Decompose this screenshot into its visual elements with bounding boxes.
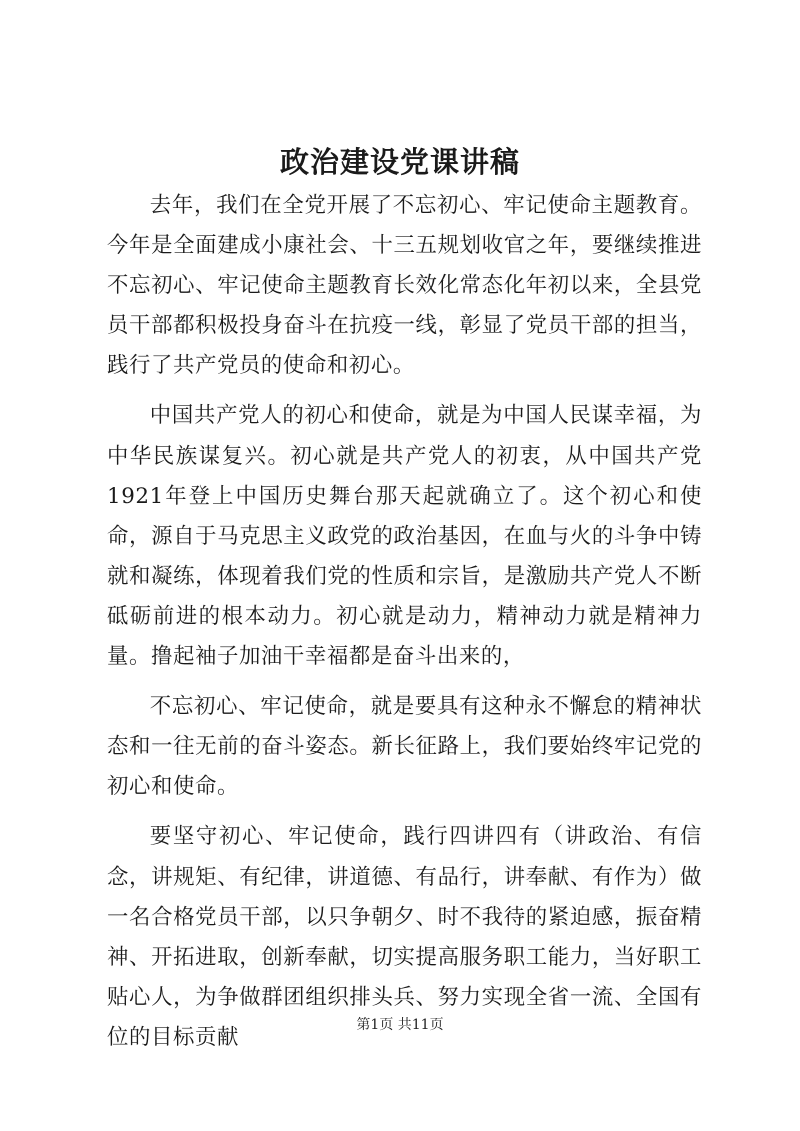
paragraph-3: 不忘初心、牢记使命，就是要具有这种永不懈怠的精神状态和一往无前的奋斗姿态。新长征路上，我们要始终牢记党的初心和使命。 [107,694,702,800]
paragraph-4: 要坚守初心、牢记使命，践行四讲四有（讲政治、有信念，讲规矩、有纪律，讲道德、有品行，讲奉献、有作为）做一名合格党员干部，以只争朝夕、时不我待的紧迫感，振奋精神、开拓进取，创新奉献，切实提高服务职工能力，当好职工贴心人，为争做群团组织排头兵、努力实现全省一流、全国有位的目标贡献 [107,824,702,1050]
paragraph-1: 去年，我们在全党开展了不忘初心、牢记使命主题教育。今年是全面建成小康社会、十三五规划收官之年，要继续推进不忘初心、牢记使命主题教育长效化常态化年初以来，全县党员干部都积极投身奋斗在抗疫一线，彰显了党员干部的担当，践行了共产党员的使命和初心。 [107,193,702,379]
document-body [107,186,702,1068]
page-number-footer: 第1页 共11页 [356,1017,444,1033]
paragraph-2: 中国共产党人的初心和使命，就是为中国人民谋幸福，为中华民族谋复兴。初心就是共产党人的初衷，从中国共产党1921年登上中国历史舞台那天起就确立了。这个初心和使命，源自于马克思主义政党的政治基因，在血与火的斗争中铸就和凝练，体现着我们党的性质和宗旨，是激励共产党人不断砥砺前进的根本动力。初心就是动力，精神动力就是精神力量。撸起袖子加油干幸福都是奋斗出来的， [107,403,702,670]
document-title: 政治建设党课讲稿 [279,145,520,179]
